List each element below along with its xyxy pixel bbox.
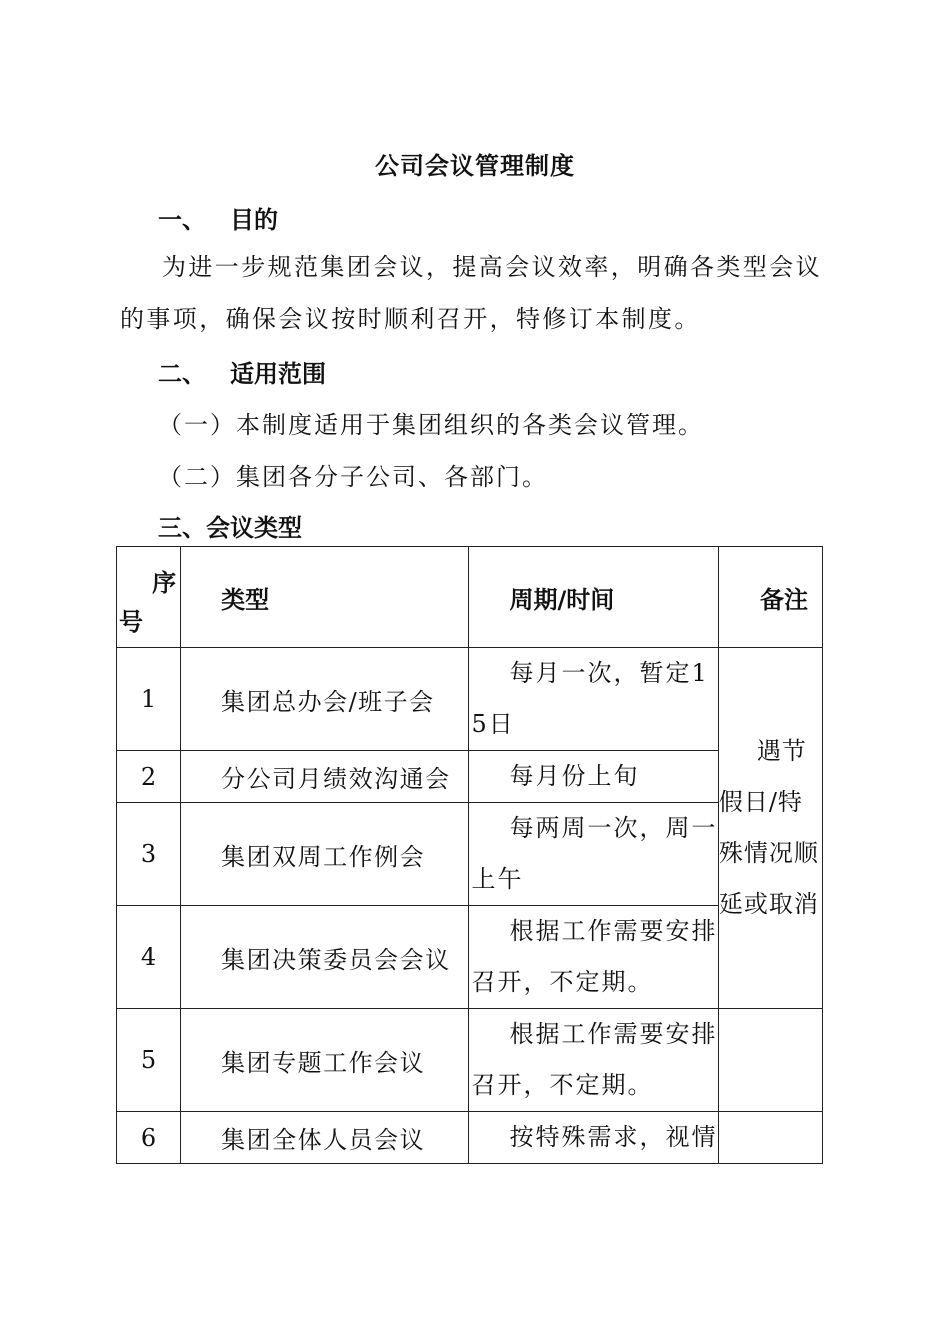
row-number: 6 (117, 1112, 181, 1164)
header-number-part-2: 号 (119, 608, 143, 636)
row-type: 集团专题工作会议 (181, 1009, 469, 1112)
row-number: 3 (117, 803, 181, 906)
table-row (117, 1009, 823, 1112)
row-note-empty (718, 1112, 822, 1164)
header-type: 类型 (181, 547, 469, 648)
row-cycle: 根据工作需要安排召开，不定期。 (469, 906, 718, 1009)
header-note: 备注 (718, 547, 822, 648)
section-label: 目的 (230, 206, 278, 234)
section-heading-meeting-types: 三、会议类型 (158, 514, 302, 542)
row-type: 集团双周工作例会 (181, 803, 469, 906)
section-heading-scope (158, 354, 326, 389)
row-number: 2 (117, 751, 181, 803)
row-type: 集团总办会/班子会 (181, 648, 469, 751)
table-row (117, 751, 823, 803)
row-cycle: 根据工作需要安排召开，不定期。 (469, 1009, 718, 1112)
row-type: 分公司月绩效沟通会 (181, 751, 469, 803)
row-cycle: 每月份上旬 (469, 751, 718, 803)
row-cycle: 每月一次，暂定15日 (469, 648, 718, 751)
header-number-part-1: 序 (152, 569, 177, 597)
table-row (117, 648, 823, 751)
purpose-paragraph: 为进一步规范集团会议，提高会议效率，明确各类型会议的事项，确保会议按时顺利召开，特修订本制度。 (120, 253, 822, 333)
scope-item-1: （一）本制度适用于集团组织的各类会议管理。 (158, 411, 704, 439)
row-type: 集团决策委员会会议 (181, 906, 469, 1009)
section-number: 二、 (158, 360, 206, 388)
section-number: 一、 (158, 206, 206, 234)
table-row (117, 1112, 823, 1164)
section-label: 适用范围 (230, 360, 326, 388)
table-header-row (117, 547, 823, 648)
header-cycle: 周期/时间 (469, 547, 718, 648)
section-heading-purpose (158, 200, 278, 235)
row-note-merged: 遇节假日/特殊情况顺延或取消 (718, 648, 822, 1009)
row-type: 集团全体人员会议 (181, 1112, 469, 1164)
row-cycle: 每两周一次，周一上午 (469, 803, 718, 906)
scope-item-2: （二）集团各分子公司、各部门。 (158, 463, 548, 491)
row-cycle: 按特殊需求，视情 (469, 1112, 718, 1164)
row-number: 4 (117, 906, 181, 1009)
table-row (117, 803, 823, 906)
table-row (117, 906, 823, 1009)
row-note-empty (718, 1009, 822, 1112)
document-title: 公司会议管理制度 (375, 152, 575, 180)
row-number: 1 (117, 648, 181, 751)
meeting-types-table (116, 546, 823, 1164)
header-number (117, 547, 181, 648)
row-number: 5 (117, 1009, 181, 1112)
